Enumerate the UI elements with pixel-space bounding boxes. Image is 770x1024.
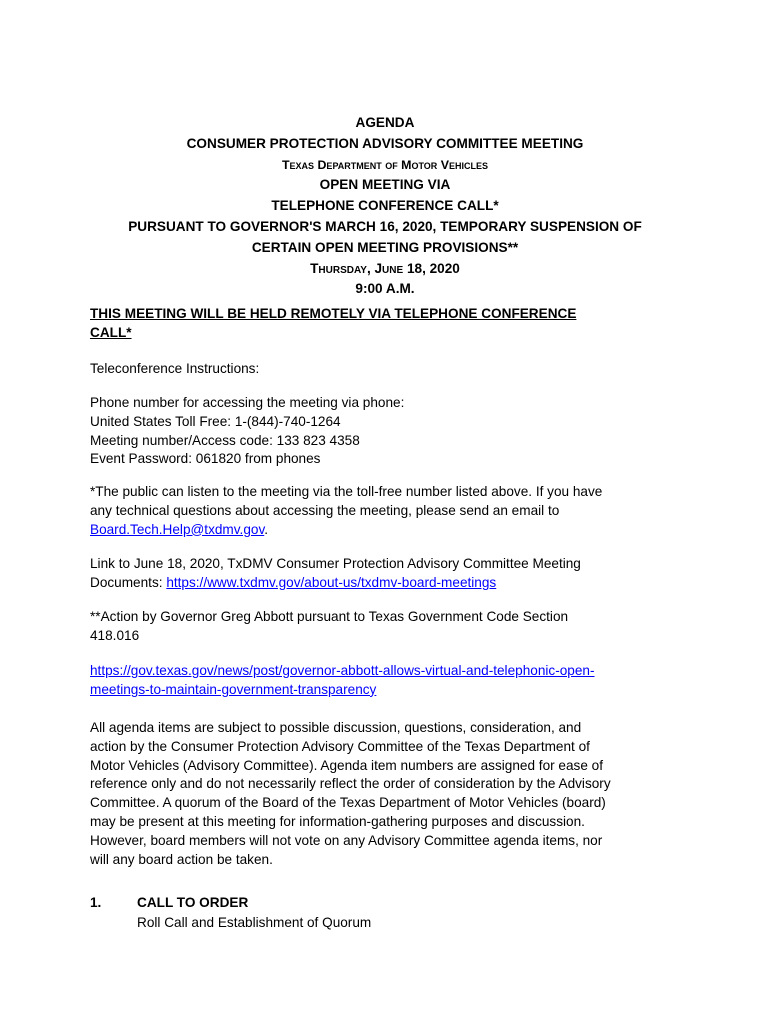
access-code: Meeting number/Access code: 133 823 4358 — [90, 432, 360, 448]
agenda-paragraph-line: will any board action be taken. — [90, 851, 273, 867]
governor-action-line-2: 418.016 — [90, 627, 140, 643]
meeting-title: CONSUMER PROTECTION ADVISORY COMMITTEE MEETING — [186, 135, 584, 151]
agenda-item — [137, 893, 371, 933]
agenda-paragraph-line: All agenda items are subject to possible discussion, questions, consideration, and — [90, 720, 582, 735]
agenda-paragraph-line: action by the Consumer Protection Advisory Committee of the Texas Department of — [90, 738, 590, 754]
governor-action-line-1: **Action by Governor Greg Abbott pursuant to Texas Government Code Section — [90, 609, 569, 624]
agenda-header — [0, 113, 770, 300]
public-notice — [90, 483, 690, 539]
pursuant-line-1: PURSUANT TO GOVERNOR'S MARCH 16, 2020, TEMPORARY SUSPENSION OF — [128, 218, 642, 234]
open-meeting-line: OPEN MEETING VIA — [319, 177, 451, 193]
remote-notice — [90, 305, 690, 343]
agenda-item-number: 1. — [90, 895, 102, 910]
governor-link-line-1[interactable]: https://gov.texas.gov/news/post/governor-abbott-allows-virtual-and-telephonic-open- — [90, 663, 595, 678]
support-email-link[interactable]: Board.Tech.Help@txdmv.gov — [90, 521, 265, 537]
public-notice-line-3 — [90, 521, 690, 540]
agenda-paragraph-line: may be present at this meeting for information-gathering purposes and discussion. — [90, 813, 585, 829]
telephone-call-line: TELEPHONE CONFERENCE CALL* — [271, 198, 499, 214]
department-name: Texas Department of Motor Vehicles — [281, 157, 489, 172]
teleconference-heading — [90, 360, 690, 379]
agenda-paragraph-line: reference only and do not necessarily reflect the order of consideration by the Advisory — [90, 776, 611, 792]
teleconference-heading-text: Teleconference Instructions: — [90, 361, 260, 376]
meeting-date: Thursday, June 18, 2020 — [310, 260, 460, 276]
remote-notice-line-2: CALL* — [90, 324, 132, 340]
agenda-item-subtitle: Roll Call and Establishment of Quorum — [137, 915, 372, 930]
public-notice-line-1: *The public can listen to the meeting via the toll-free number listed above. If you have — [90, 484, 603, 499]
documents-prefix: Documents: — [90, 574, 167, 590]
governor-action — [90, 608, 690, 646]
toll-free-number: United States Toll Free: 1-(844)-740-1264 — [90, 413, 341, 429]
documents-line-1: Link to June 18, 2020, TxDMV Consumer Protection Advisory Committee Meeting — [90, 556, 581, 571]
pursuant-line-2: CERTAIN OPEN MEETING PROVISIONS** — [251, 239, 519, 255]
phone-intro: Phone number for accessing the meeting via phone: — [90, 395, 405, 410]
agenda-paragraph-line: However, board members will not vote on any Advisory Committee agenda items, nor — [90, 832, 603, 848]
governor-link-line-2[interactable]: meetings-to-maintain-government-transparency — [90, 681, 377, 697]
governor-link-block — [90, 662, 690, 700]
remote-notice-line-1: THIS MEETING WILL BE HELD REMOTELY VIA TELEPHONE CONFERENCE — [90, 306, 577, 321]
agenda-paragraph-line: Motor Vehicles (Advisory Committee). Agenda item numbers are assigned for ease of — [90, 757, 604, 773]
agenda-label: AGENDA — [355, 115, 415, 130]
agenda-paragraph-line: Committee. A quorum of the Board of the Texas Department of Motor Vehicles (board) — [90, 795, 606, 811]
public-notice-line-2: any technical questions about accessing the meeting, please send an email to — [90, 502, 560, 518]
email-suffix: . — [264, 521, 269, 537]
phone-instructions — [90, 394, 690, 469]
documents-line-2 — [90, 574, 690, 593]
agenda-paragraph — [90, 719, 690, 869]
documents-link-block — [90, 555, 690, 593]
board-meetings-link[interactable]: https://www.txdmv.gov/about-us/txdmv-board-meetings — [166, 574, 497, 590]
meeting-time: 9:00 A.M. — [355, 281, 415, 297]
event-password: Event Password: 061820 from phones — [90, 451, 321, 467]
agenda-item-title: CALL TO ORDER — [137, 895, 249, 910]
